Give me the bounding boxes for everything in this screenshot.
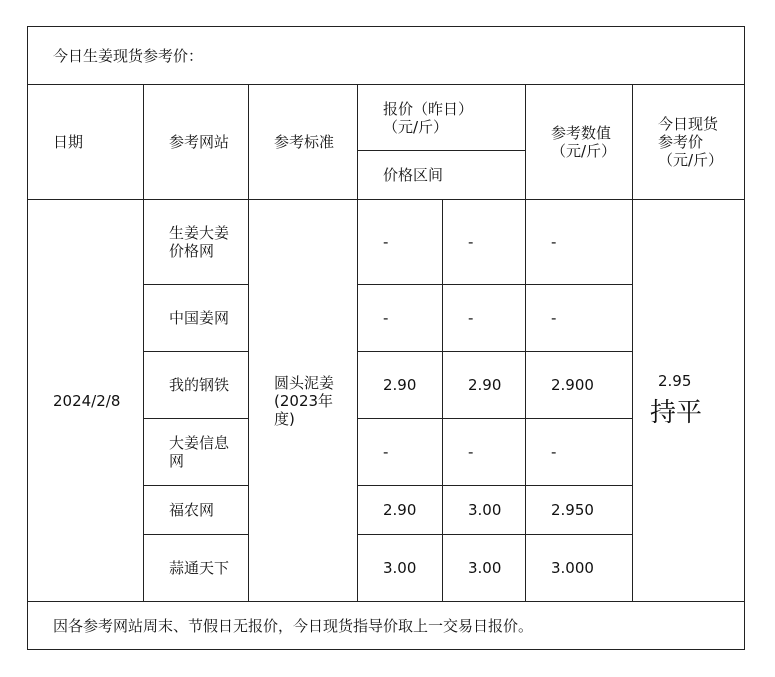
high-cell: 3.00 [443, 535, 526, 602]
high-cell: 3.00 [443, 486, 526, 535]
low-cell: - [358, 200, 443, 285]
site-name: 蒜通天下 [169, 559, 230, 577]
header-today-ref-text: 今日现货参考价（元/斤） [658, 115, 724, 169]
today-trend: 持平 [650, 397, 703, 428]
high-cell: 2.90 [443, 352, 526, 419]
site-cell [144, 535, 249, 602]
header-quote-text: 报价（昨日）（元/斤） [383, 99, 474, 136]
table-title: 今日生姜现货参考价： [28, 27, 745, 85]
high-cell: - [443, 419, 526, 486]
value-cell: - [526, 285, 633, 352]
high-cell: - [443, 285, 526, 352]
today-price: 2.95 [658, 371, 692, 390]
site-cell [144, 285, 249, 352]
header-standard-text: 参考标准 [274, 133, 335, 151]
value-cell: - [526, 419, 633, 486]
footer-note: 因各参考网站周末、节假日无报价，今日现货指导价取上一交易日报价。 [28, 602, 745, 650]
low-cell: - [358, 285, 443, 352]
value-cell: - [526, 200, 633, 285]
value-cell: 2.900 [526, 352, 633, 419]
low-cell: - [358, 419, 443, 486]
header-site [144, 85, 249, 200]
site-cell [144, 486, 249, 535]
standard-text: 圆头泥姜(2023年度) [274, 373, 335, 428]
low-cell: 2.90 [358, 486, 443, 535]
low-cell: 3.00 [358, 535, 443, 602]
table-row [28, 200, 745, 285]
today-price-cell [633, 200, 745, 602]
header-quote [358, 85, 526, 151]
site-name: 中国姜网 [169, 309, 230, 327]
site-name: 生姜大姜价格网 [169, 224, 230, 260]
date-cell: 2024/2/8 [28, 200, 144, 602]
site-cell [144, 352, 249, 419]
price-table [27, 26, 745, 650]
header-date: 日期 [28, 85, 144, 200]
site-cell [144, 419, 249, 486]
header-ref-value [526, 85, 633, 200]
header-range: 价格区间 [358, 151, 526, 200]
site-name: 福农网 [169, 501, 215, 519]
value-cell: 3.000 [526, 535, 633, 602]
header-ref-value-text: 参考数值（元/斤） [551, 124, 617, 160]
header-today-ref [633, 85, 745, 200]
low-cell: 2.90 [358, 352, 443, 419]
high-cell: - [443, 200, 526, 285]
header-standard [249, 85, 358, 200]
site-name: 我的钢铁 [169, 376, 230, 394]
site-name: 大姜信息网 [169, 434, 230, 470]
header-site-text: 参考网站 [169, 133, 230, 151]
site-cell [144, 200, 249, 285]
standard-cell [249, 200, 358, 602]
value-cell: 2.950 [526, 486, 633, 535]
